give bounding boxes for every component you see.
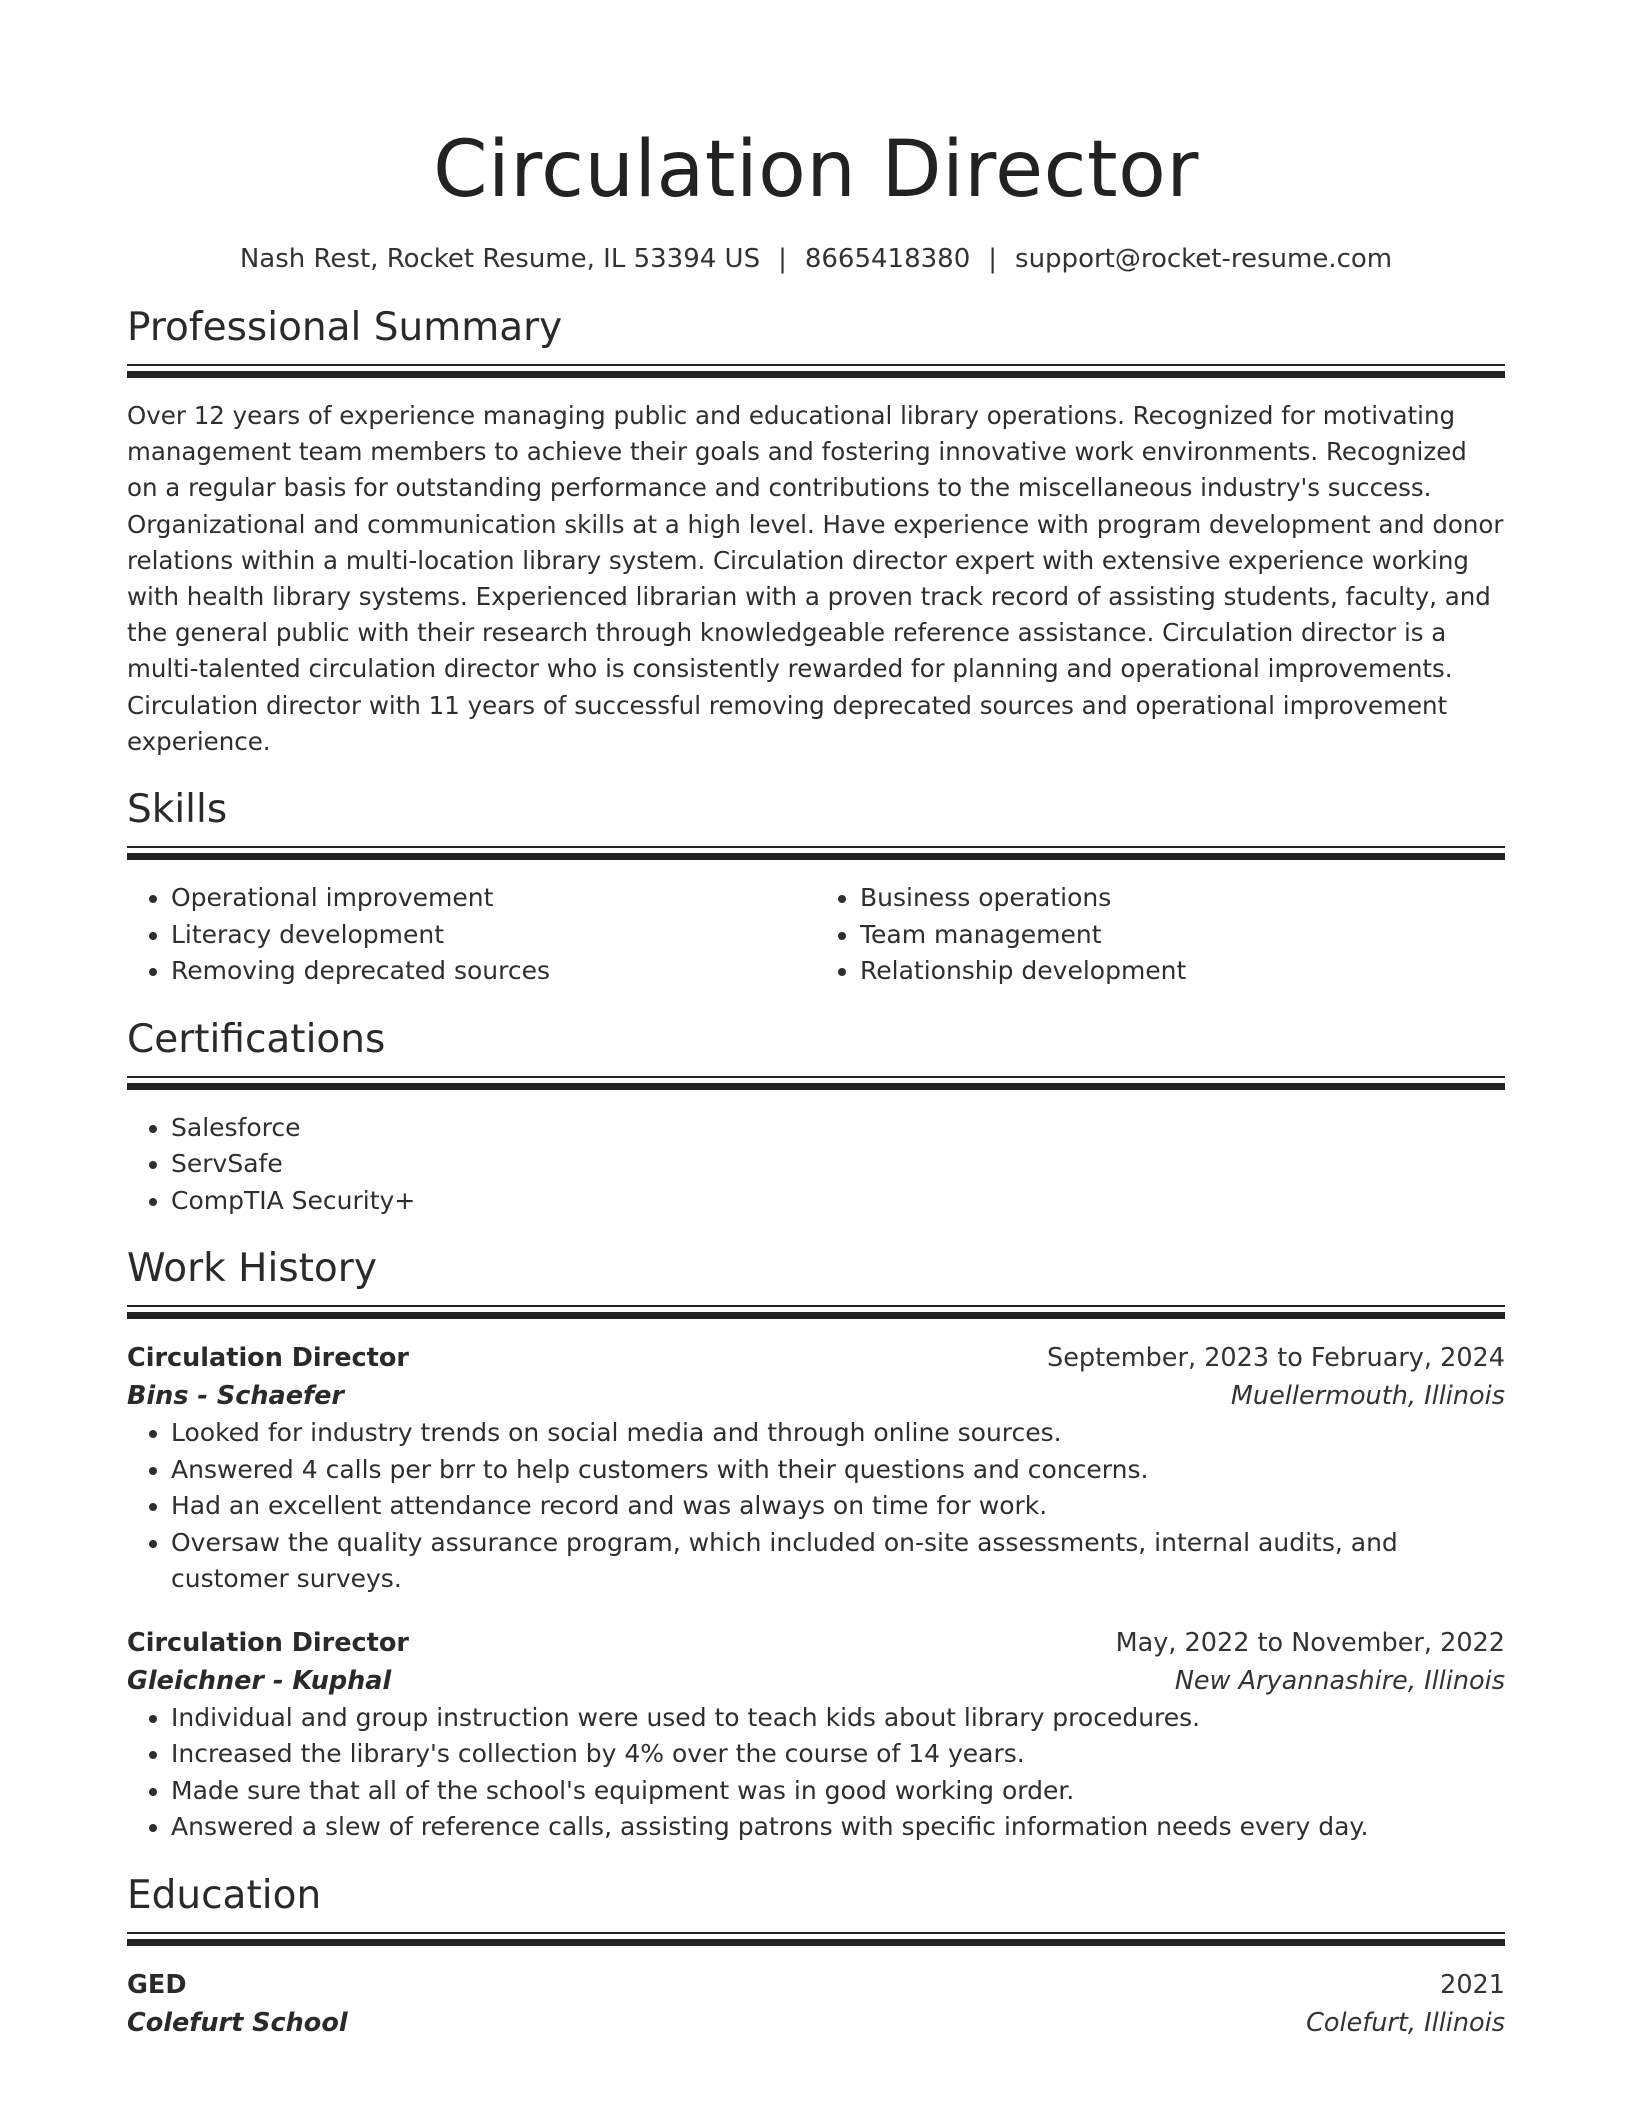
skills-list-left: [127, 880, 816, 990]
job-bullet: • Answered 4 calls per brr to help customers with their questions and concerns.: [171, 1452, 1505, 1489]
summary-heading: Professional Summary: [127, 305, 563, 350]
contact-line: [127, 242, 1505, 276]
education-school: Colefurt School: [127, 2007, 348, 2038]
job-title: Circulation Director: [127, 1627, 409, 1658]
job-dates: May, 2022 to November, 2022: [1115, 1627, 1505, 1658]
section-divider: [127, 1076, 1505, 1090]
job-bullet: • Had an excellent attendance record and was always on time for work.: [171, 1488, 1505, 1525]
job-bullet: • Looked for industry trends on social media and through online sources.: [171, 1415, 1505, 1452]
education-header: [127, 1966, 1505, 2004]
job-bullets: [127, 1415, 1505, 1598]
skills-heading: Skills: [127, 787, 228, 833]
certification-item: • ServSafe: [171, 1146, 1505, 1183]
job-dates: September, 2023 to February, 2024: [1047, 1343, 1505, 1374]
summary-text: Over 12 years of experience managing public and educational library operations. Recognized for motivating management team members to achieve their goals and fostering innovative work environments. Recognized on a regular basis for outstanding performance and contributions to the miscellaneous industry's success. Organizational and communication skills at a high level. Have experience with program development and donor relations within a multi-location library system. Circulation director expert with extensive experience working with health library systems. Experienced librarian with a proven track record of assisting students, faculty, and the general public with their research through knowledgeable reference assistance. Circulation director is a multi-talented circulation director who is consistently rewarded for planning and operational improvements. Circulation director with 11 years of successful removing deprecated sources and operational improvement experience.: [127, 401, 1504, 756]
job-title: Circulation Director: [127, 1343, 409, 1374]
skills-grid: [127, 880, 1505, 990]
candidate-name: Circulation Director: [433, 125, 1199, 215]
job-entry: [127, 1624, 1505, 1846]
certification-item: • Salesforce: [171, 1110, 1505, 1147]
section-divider: [127, 846, 1505, 860]
education-year: 2021: [1440, 1969, 1505, 2000]
job-bullets: [127, 1700, 1505, 1846]
skill-item: • Removing deprecated sources: [171, 953, 816, 990]
certifications-section: [127, 1016, 1505, 1220]
job-bullet: • Answered a slew of reference calls, assisting patrons with specific information needs every day.: [171, 1809, 1505, 1846]
job-bullet: • Made sure that all of the school's equipment was in good working order.: [171, 1773, 1505, 1810]
job-header: [127, 1624, 1505, 1662]
section-divider: [127, 1932, 1505, 1946]
skill-item: • Literacy development: [171, 917, 816, 954]
education-heading: Education: [127, 1872, 322, 1918]
job-subheader: [127, 1377, 1505, 1415]
skill-item: • Relationship development: [860, 953, 1505, 990]
job-subheader: [127, 1662, 1505, 1700]
contact-separator: |: [988, 244, 998, 274]
skills-section: [127, 786, 1505, 990]
education-location: Colefurt, Illinois: [1306, 2007, 1505, 2038]
work-history-heading: Work History: [127, 1246, 377, 1292]
education-section: [127, 1872, 1505, 2042]
certification-item: • CompTIA Security+: [171, 1183, 1505, 1220]
job-location: New Aryannashire, Illinois: [1174, 1665, 1505, 1696]
section-divider: [127, 364, 1505, 378]
skill-item: • Business operations: [860, 880, 1505, 917]
education-subheader: [127, 2004, 1505, 2042]
contact-phone: 8665418380: [804, 244, 971, 274]
job-company: Gleichner - Kuphal: [127, 1665, 392, 1696]
contact-separator: |: [778, 244, 787, 274]
skill-item: • Team management: [860, 917, 1505, 954]
job-bullet: • Increased the library's collection by 4% over the course of 14 years.: [171, 1736, 1505, 1773]
section-divider: [127, 1305, 1505, 1319]
summary-section: [127, 304, 1505, 760]
job-bullet: • Oversaw the quality assurance program, which included on-site assessments, internal audits, and customer surveys.: [171, 1525, 1505, 1598]
skills-list-right: [816, 880, 1505, 990]
work-history-section: [127, 1245, 1505, 1846]
contact-address: Nash Rest, Rocket Resume, IL 53394 US: [239, 244, 761, 274]
job-entry: [127, 1339, 1505, 1598]
job-bullet: • Individual and group instruction were used to teach kids about library procedures.: [171, 1700, 1505, 1737]
skill-item: • Operational improvement: [171, 880, 816, 917]
job-company: Bins - Schaefer: [127, 1381, 344, 1412]
education-degree: GED: [127, 1969, 187, 2000]
job-location: Muellermouth, Illinois: [1230, 1381, 1505, 1412]
job-header: [127, 1339, 1505, 1377]
certifications-heading: Certifications: [127, 1016, 386, 1062]
certifications-list: [127, 1110, 1505, 1220]
contact-email: support@rocket-resume.com: [1015, 244, 1393, 274]
